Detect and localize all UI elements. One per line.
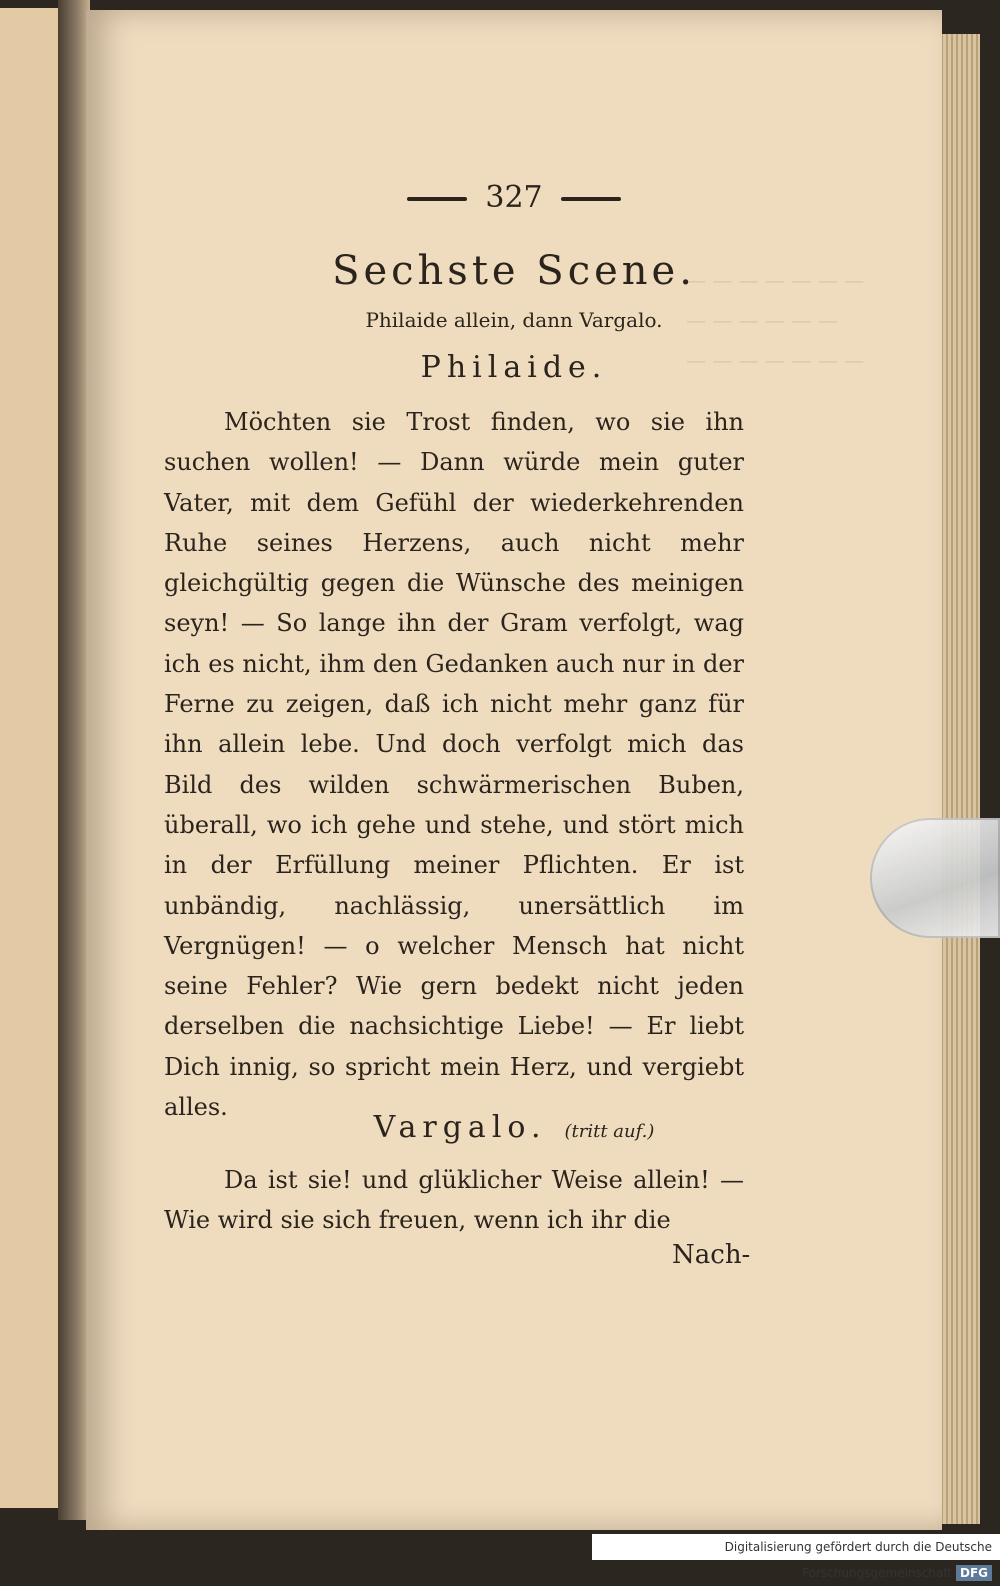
footer-text: Digitalisierung gefördert durch die Deutsche Forschungsgemeinschaft xyxy=(724,1540,992,1580)
dfg-logo: DFG xyxy=(956,1565,992,1581)
digitization-footer xyxy=(592,1534,1000,1580)
facing-page-edge xyxy=(0,8,60,1508)
speech-text-2: Da ist sie! und glüklicher Weise allein! — Wie wird sie sich freuen, wenn ich ihr die xyxy=(164,1166,744,1235)
speaker-name-text: Vargalo. xyxy=(373,1110,547,1145)
speech-text: Möchten sie Trost finden, wo sie ihn suchen wollen! — Dann würde mein guter Vater, mit dem Gefühl der wiederkehrenden Ruhe seines Herzens, auch nicht mehr gleichgültig gegen die Wünsche des meinigen seyn! — So lange ihn der Gram verfolgt, wag ich es nicht, ihm den Gedanken auch nur in der Ferne zu zeigen, daß ich nicht mehr ganz für ihn allein lebe. Und doch verfolgt mich das Bild des wilden schwärmerischen Buben, überall, wo ich gehe und stehe, und stört mich in der Erfüllung meiner Pflichten. Er ist unbändig, nachlässig, unersättlich im Vergnügen! — o welcher Mensch hat nicht seine Fehler? Wie gern bedekt nicht jeden derselben die nachsichtige Liebe! — Er liebt Dich innig, so spricht mein Herz, und vergiebt alles. xyxy=(164,408,744,1122)
page-header xyxy=(86,180,942,215)
speech-paragraph-2 xyxy=(164,1160,744,1241)
bleed-through-text: — — — — — — — — — — — — — — — — — — — — xyxy=(686,268,865,372)
glass-page-holder xyxy=(870,818,1000,938)
speaker-name: Philaide. xyxy=(420,350,608,385)
stage-direction: Philaide allein, dann Vargalo. xyxy=(365,308,663,332)
page-number: 327 xyxy=(485,180,543,215)
ornament-right xyxy=(561,197,621,201)
scene-title: Sechste Scene. xyxy=(332,248,696,294)
speech-paragraph xyxy=(164,402,744,1127)
ornament-left xyxy=(407,197,467,201)
book-page xyxy=(86,10,942,1530)
catchword: Nach- xyxy=(672,1240,751,1270)
speaker-name-2 xyxy=(86,1110,942,1145)
stage-aside: (tritt auf.) xyxy=(564,1121,655,1142)
